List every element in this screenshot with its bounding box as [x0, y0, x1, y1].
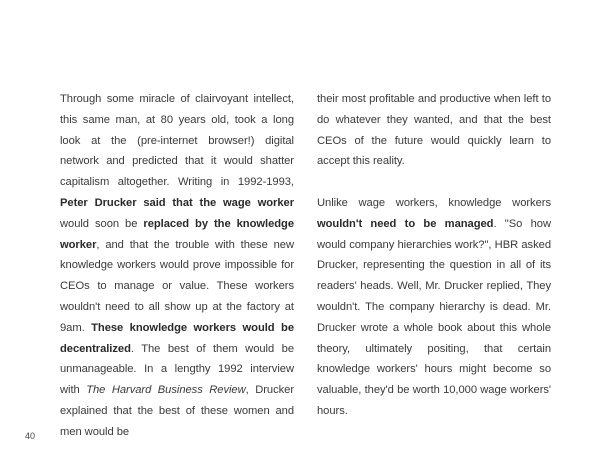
text-run: , and that the trouble with these new knowledge workers would prove impossible for CEOs to manage or value. These workers wouldn't need to all show up at the factory at 9am. — [60, 238, 294, 334]
left-column — [60, 89, 294, 443]
bold-phrase: replaced by the knowledge worker — [60, 217, 294, 251]
page-number: 40 — [25, 431, 36, 441]
text-run: Unlike wage workers, knowledge workers — [317, 196, 551, 209]
text-run: Through some miracle of clairvoyant intellect, this same man, at 80 years old, took a long look at the (pre-internet browser!) digital network and predicted that it would shatter capitalism altogether. Writing in 1992-1993, — [60, 93, 294, 189]
right-paragraph-2 — [317, 193, 551, 422]
text-run: would soon be — [60, 217, 144, 230]
text-run: . The best of them would be unmanageable. In a lengthy 1992 interview with — [60, 342, 294, 397]
left-paragraph — [60, 89, 294, 443]
bold-phrase: wouldn't need to be managed — [317, 217, 494, 230]
right-paragraph-1: their most profitable and productive when left to do whatever they wanted, and that the best CEOs of the future would quickly learn to accept this reality. — [317, 93, 551, 168]
text-run: , Drucker explained that the best of these women and men would be — [60, 384, 295, 438]
text-run: . "So how would company hierarchies work?", HBR asked Drucker, representing the question in all of its readers' heads. Well, Mr. Drucker replied, They wouldn't. The company hierarchy is dead. Mr. Drucker wrote a whole book about this whole theory, ultimately positing, that certain knowledge workers' hours might become so valuable, they'd be worth 10,000 wage workers' hours. — [317, 217, 551, 417]
bold-phrase: Peter Drucker said that the wage worker — [60, 196, 294, 209]
paragraph-gap — [317, 172, 551, 193]
right-column — [317, 89, 551, 422]
publication-title: The Harvard Business Review — [86, 384, 246, 397]
bold-phrase: These knowledge workers would be decentralized — [60, 321, 294, 355]
